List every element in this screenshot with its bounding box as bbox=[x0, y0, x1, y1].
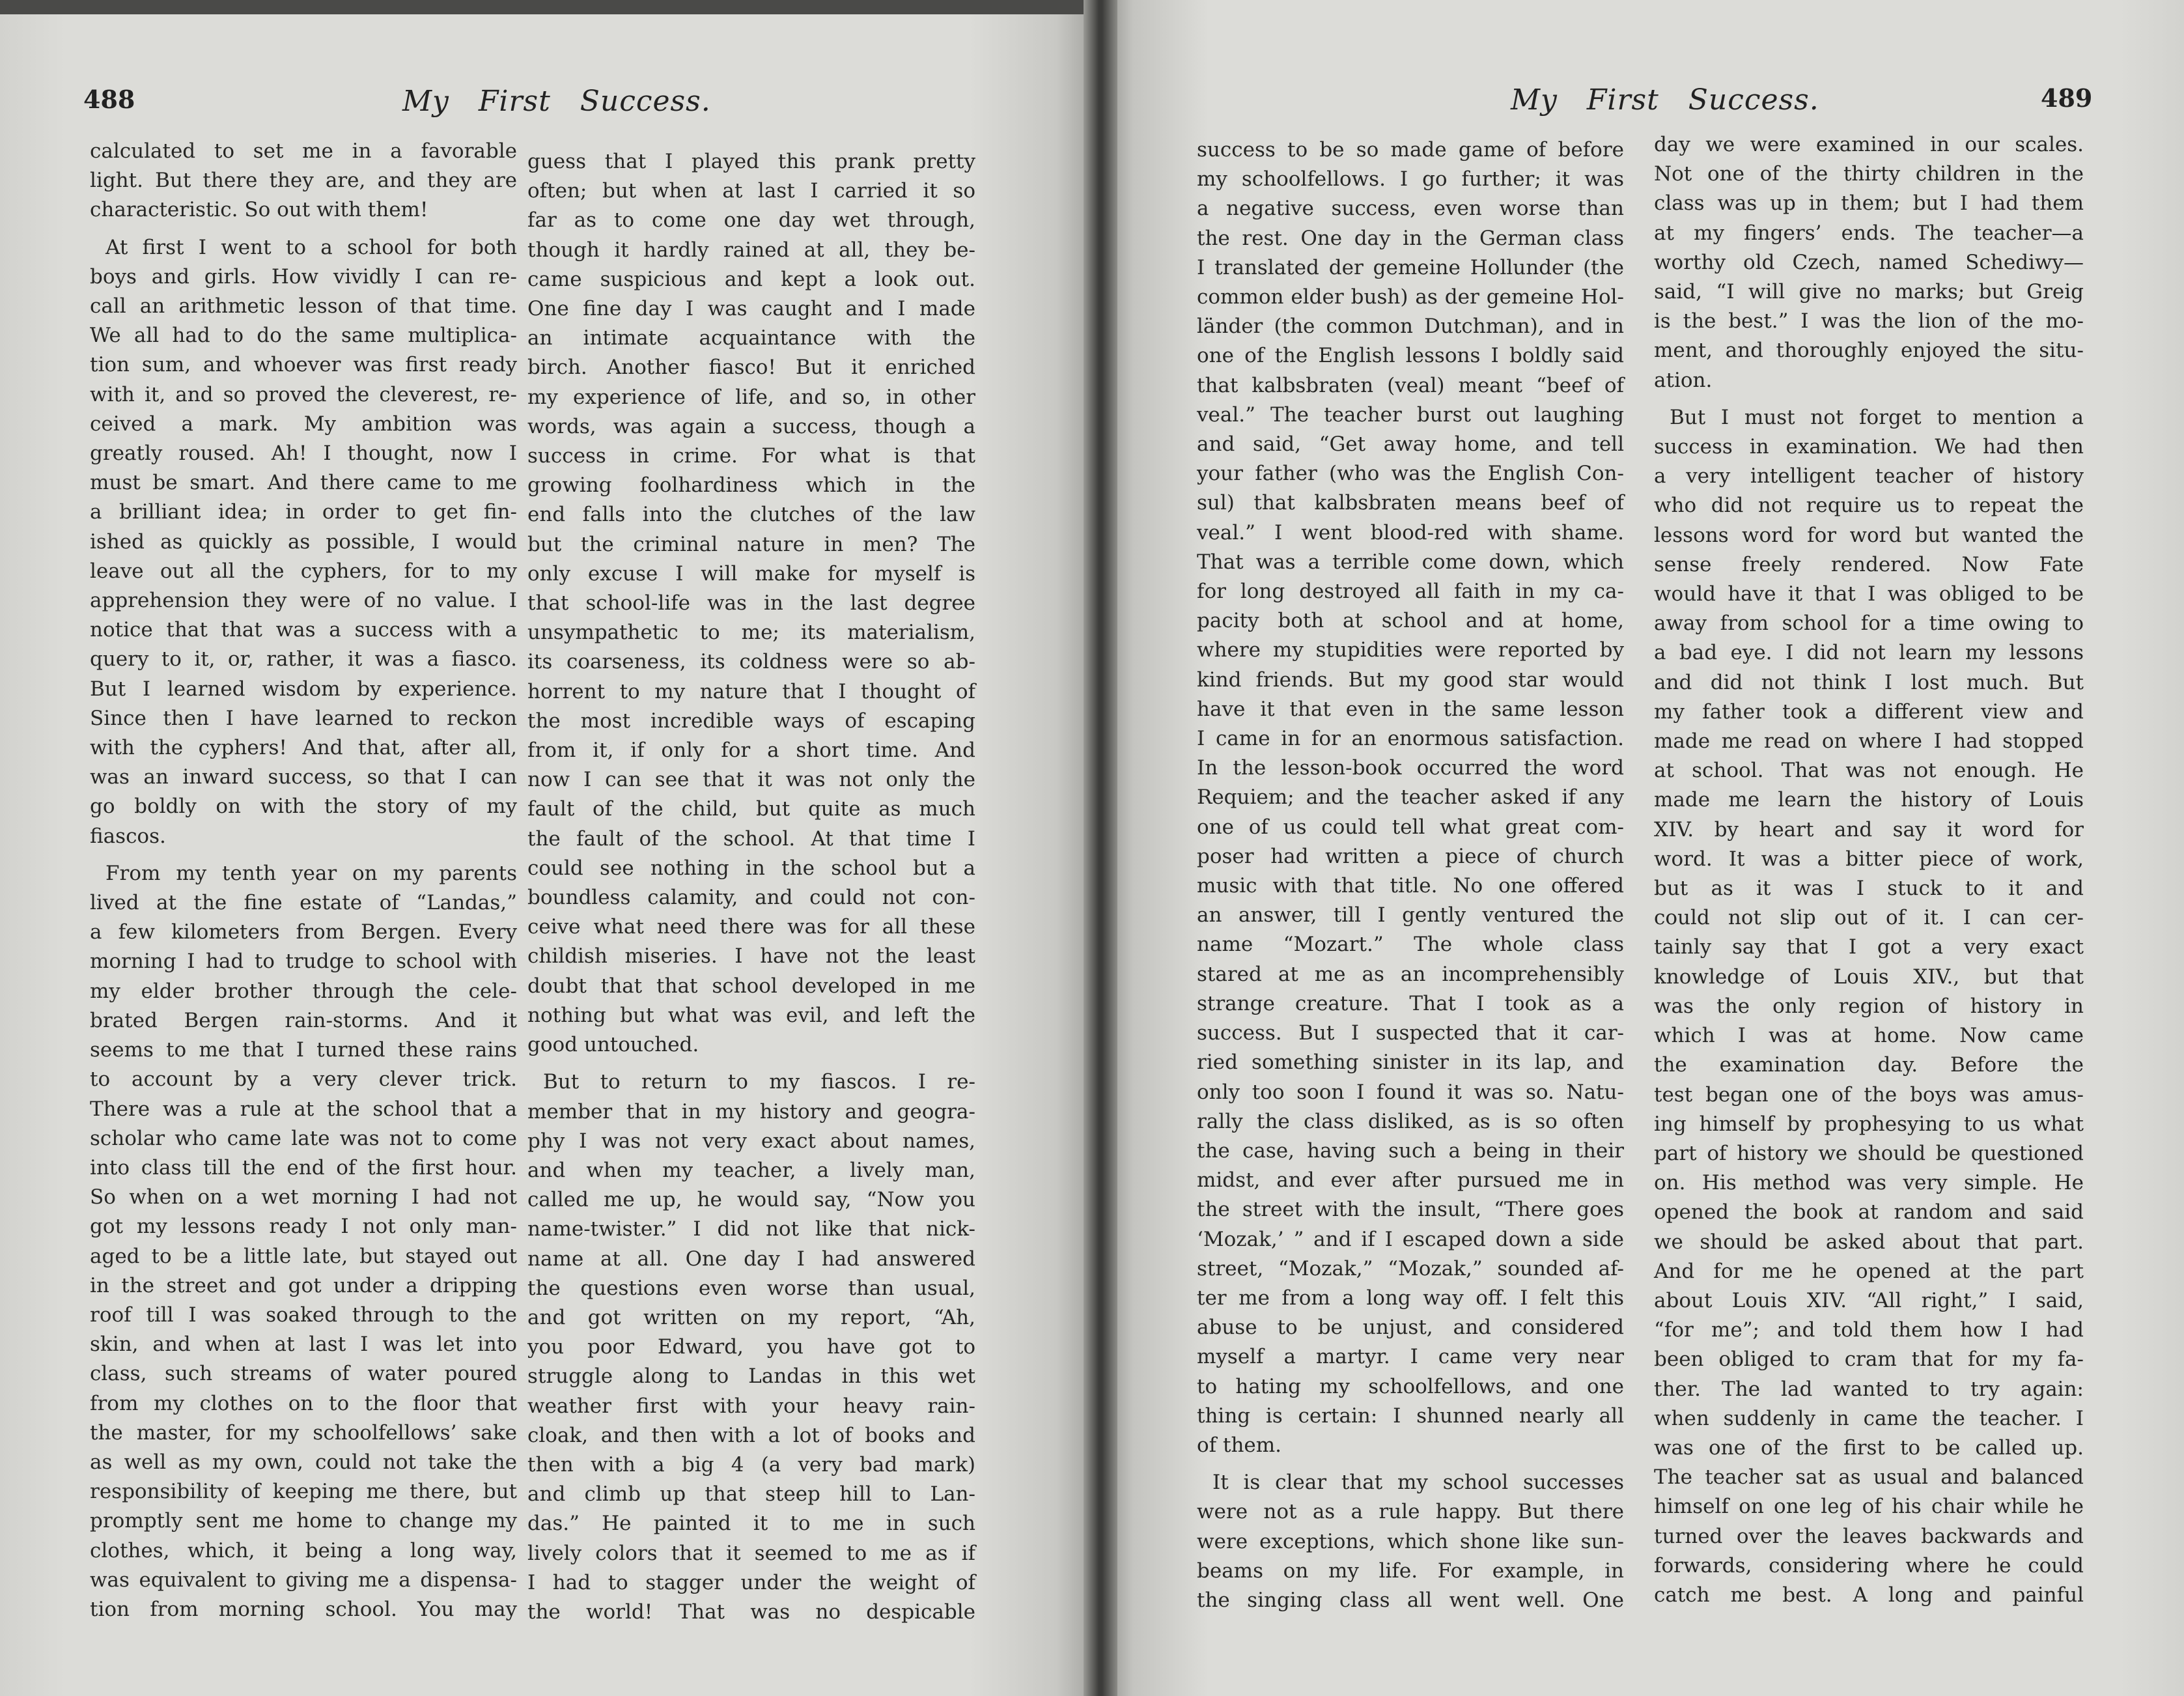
text-column bbox=[1654, 130, 2084, 1610]
text-line: responsibility of keeping me there, but bbox=[90, 1480, 517, 1504]
text-line: the case, having such a being in their bbox=[1197, 1138, 1624, 1163]
text-line: notice that that was a success with a bbox=[90, 618, 517, 642]
text-line: I translated der gemeine Hollunder (the bbox=[1197, 255, 1624, 279]
text-line: ation. bbox=[1654, 368, 1713, 392]
text-line: and got written on my report, “Ah, bbox=[527, 1305, 975, 1329]
text-line: though it hardly rained at all, they be- bbox=[527, 238, 975, 262]
text-line: at my fingers’ ends. The teacher—a bbox=[1654, 221, 2084, 245]
text-line: but the criminal nature in men? The bbox=[527, 532, 975, 556]
text-line: nothing but what was evil, and left the bbox=[527, 1003, 975, 1027]
text-line: The teacher sat as usual and balanced bbox=[1654, 1465, 2084, 1490]
text-line: and said, “Get away home, and tell bbox=[1197, 432, 1624, 457]
text-line: abuse to be unjust, and considered bbox=[1197, 1316, 1624, 1340]
text-line: ing himself by prophesying to us what bbox=[1654, 1112, 2084, 1136]
text-line: At first I went to a school for both bbox=[105, 235, 517, 259]
text-line: an intimate acquaintance with the bbox=[527, 326, 975, 350]
text-line: ment, and thoroughly enjoyed the situ- bbox=[1654, 339, 2084, 363]
text-line: from it, if only for a short time. And bbox=[527, 739, 975, 763]
text-line: fiascos. bbox=[90, 824, 166, 848]
text-line: lived at the fine estate of “Landas,” bbox=[90, 891, 517, 915]
text-line: the street with the insult, “There goes bbox=[1197, 1198, 1624, 1222]
text-line: now I can see that it was not only the bbox=[527, 768, 975, 792]
text-line: the world! That was no despicable bbox=[527, 1600, 975, 1624]
text-line: horrent to my nature that I thought of bbox=[527, 679, 975, 703]
text-line: came suspicious and kept a look out. bbox=[527, 267, 975, 291]
text-line: were not as a rule happy. But there bbox=[1197, 1500, 1624, 1524]
text-line: myself a martyr. I came very near bbox=[1197, 1345, 1624, 1369]
text-line: greatly roused. Ah! I thought, now I bbox=[90, 442, 517, 466]
text-line: länder (the common Dutchman), and in bbox=[1197, 315, 1624, 339]
text-line: for long destroyed all faith in my ca- bbox=[1197, 580, 1624, 604]
text-line: member that in my history and geogra- bbox=[527, 1099, 975, 1124]
text-line: but as it was I stuck to it and bbox=[1654, 877, 2084, 901]
text-line: In the lesson-book occurred the word bbox=[1197, 756, 1624, 780]
text-line: birch. Another fiasco! But it enriched bbox=[527, 356, 975, 380]
text-line: roof till I was soaked through to the bbox=[90, 1303, 517, 1327]
text-line: himself on one leg of his chair while he bbox=[1654, 1495, 2084, 1519]
text-line: morning I had to trudge to school with bbox=[90, 950, 517, 974]
text-line: with it, and so proved the cleverest, re- bbox=[90, 382, 517, 406]
text-line: childish miseries. I have not the least bbox=[527, 944, 975, 968]
text-line: of them. bbox=[1197, 1433, 1282, 1457]
text-line: were exceptions, which shone like sun- bbox=[1197, 1529, 1624, 1553]
text-line: could see nothing in the school but a bbox=[527, 856, 975, 880]
text-line: midst, and ever after pursued me in bbox=[1197, 1168, 1624, 1193]
text-line: name at all. One day I had answered bbox=[527, 1247, 975, 1271]
text-line: end falls into the clutches of the law bbox=[527, 503, 975, 527]
text-line: promptly sent me home to change my bbox=[90, 1509, 517, 1533]
text-line: that kalbsbraten (veal) meant “beef of bbox=[1197, 373, 1624, 397]
text-line: But to return to my fiascos. I re- bbox=[543, 1070, 975, 1094]
text-line: brated Bergen rain-storms. And it bbox=[90, 1008, 517, 1032]
text-line: common elder bush) as der gemeine Hol- bbox=[1197, 285, 1624, 309]
text-line: we should be asked about that part. bbox=[1654, 1230, 2084, 1254]
text-line: I came in for an enormous satisfaction. bbox=[1197, 727, 1624, 751]
text-line: and when my teacher, a lively man, bbox=[527, 1158, 975, 1182]
text-line: my experience of life, and so, in other bbox=[527, 385, 975, 409]
text-line: That was a terrible come down, which bbox=[1197, 550, 1624, 574]
text-line: success in crime. For what is that bbox=[527, 444, 975, 468]
text-line: name-twister.” I did not like that nick- bbox=[527, 1217, 975, 1241]
text-line: veal.” The teacher burst out laughing bbox=[1197, 403, 1624, 427]
text-line: Since then I have learned to reckon bbox=[90, 706, 517, 730]
text-line: clothes, which, it being a long way, bbox=[90, 1538, 517, 1562]
text-line: rally the class disliked, as is so often bbox=[1197, 1109, 1624, 1133]
text-line: skin, and when at last I was let into bbox=[90, 1333, 517, 1357]
text-line: seems to me that I turned these rains bbox=[90, 1038, 517, 1062]
text-line: one of the English lessons I boldly said bbox=[1197, 344, 1624, 368]
text-line: boys and girls. How vividly I can re- bbox=[90, 264, 517, 289]
text-line: the rest. One day in the German class bbox=[1197, 226, 1624, 250]
page-number-right: 489 bbox=[2041, 83, 2093, 113]
text-line: We all had to do the same multiplica- bbox=[90, 324, 517, 348]
text-line: got my lessons ready I not only man- bbox=[90, 1215, 517, 1239]
text-line: calculated to set me in a favorable bbox=[90, 139, 517, 163]
book-gutter bbox=[1084, 0, 1117, 1696]
text-line: made me learn the history of Louis bbox=[1654, 788, 2084, 812]
text-line: There was a rule at the school that a bbox=[90, 1097, 517, 1121]
text-line: catch me best. A long and painful bbox=[1654, 1583, 2084, 1607]
text-line: lessons word for word but wanted the bbox=[1654, 523, 2084, 547]
text-line: far as to come one day wet through, bbox=[527, 208, 975, 233]
text-line: light. But there they are, and they are bbox=[90, 169, 517, 193]
text-line: name “Mozart.” The whole class bbox=[1197, 933, 1624, 957]
text-line: das.” He painted it to me in such bbox=[527, 1512, 975, 1536]
text-column bbox=[90, 137, 517, 1624]
text-line: ried something sinister in its lap, and bbox=[1197, 1051, 1624, 1075]
text-line: And for me he opened at the part bbox=[1654, 1259, 2084, 1283]
text-line: opened the book at random and said bbox=[1654, 1200, 2084, 1224]
text-line: only too soon I found it was so. Natu- bbox=[1197, 1080, 1624, 1104]
text-line: characteristic. So out with them! bbox=[90, 198, 428, 222]
text-line: one of us could tell what great com- bbox=[1197, 815, 1624, 839]
paragraph-gap bbox=[1197, 1460, 1624, 1468]
text-line: call an arithmetic lesson of that time. bbox=[90, 294, 517, 318]
text-line: to hating my schoolfellows, and one bbox=[1197, 1374, 1624, 1398]
text-line: been obliged to cram that for my fa- bbox=[1654, 1348, 2084, 1372]
text-line: music with that title. No one offered bbox=[1197, 874, 1624, 898]
text-line: was the only region of history in bbox=[1654, 994, 2084, 1018]
text-line: I had to stagger under the weight of bbox=[527, 1570, 975, 1594]
text-line: that school-life was in the last degree bbox=[527, 591, 975, 615]
text-line: when suddenly in came the teacher. I bbox=[1654, 1406, 2084, 1430]
text-line: kind friends. But my good star would bbox=[1197, 668, 1624, 692]
text-column bbox=[1197, 135, 1624, 1615]
text-line: phy I was not very exact about names, bbox=[527, 1129, 975, 1153]
text-line: tainly say that I got a very exact bbox=[1654, 935, 2084, 959]
text-line: poser had written a piece of church bbox=[1197, 844, 1624, 868]
text-line: tion sum, and whoever was first ready bbox=[90, 353, 517, 377]
text-line: cloak, and then with a lot of books and bbox=[527, 1423, 975, 1447]
text-line: at school. That was not enough. He bbox=[1654, 759, 2084, 783]
text-line: with the cyphers! And that, after all, bbox=[90, 736, 517, 760]
text-line: worthy old Czech, named Schediwy— bbox=[1654, 250, 2084, 274]
text-line: a very intelligent teacher of history bbox=[1654, 464, 2084, 488]
text-line: my elder brother through the cele- bbox=[90, 979, 517, 1003]
text-line: It is clear that my school successes bbox=[1212, 1471, 1624, 1495]
text-line: ‘Mozak,’ ” and if I escaped down a side bbox=[1197, 1227, 1624, 1251]
text-line: the most incredible ways of escaping bbox=[527, 709, 975, 733]
text-line: boundless calamity, and could not con- bbox=[527, 886, 975, 910]
left-page bbox=[0, 14, 1100, 1696]
text-line: and did not think I lost much. But bbox=[1654, 670, 2084, 694]
running-head-right: My First Success. bbox=[1511, 83, 1819, 117]
text-line: ceive what need there was for all these bbox=[527, 915, 975, 939]
text-line: and climb up that steep hill to Lan- bbox=[527, 1482, 975, 1506]
text-line: strange creature. That I took as a bbox=[1197, 991, 1624, 1015]
running-head-left: My First Success. bbox=[402, 85, 711, 118]
text-line: into class till the end of the first hour. bbox=[90, 1155, 517, 1180]
text-line: only excuse I will make for myself is bbox=[527, 561, 975, 586]
text-line: words, was again a success, though a bbox=[527, 414, 975, 438]
text-line: thing is certain: I shunned nearly all bbox=[1197, 1404, 1624, 1428]
paragraph-gap bbox=[90, 851, 517, 859]
text-line: would have it that I was obliged to be bbox=[1654, 582, 2084, 606]
text-line: apprehension they were of no value. I bbox=[90, 589, 517, 613]
text-line: class, such streams of water poured bbox=[90, 1362, 517, 1386]
text-line: was one of the first to be called up. bbox=[1654, 1435, 2084, 1460]
text-line: who did not require us to repeat the bbox=[1654, 494, 2084, 518]
text-line: XIV. by heart and say it word for bbox=[1654, 817, 2084, 841]
text-line: street, “Mozak,” “Mozak,” sounded af- bbox=[1197, 1256, 1624, 1280]
paragraph-gap bbox=[1654, 395, 2084, 403]
text-line: forwards, considering where he could bbox=[1654, 1553, 2084, 1577]
text-line: the examination day. Before the bbox=[1654, 1053, 2084, 1077]
text-line: But I learned wisdom by experience. bbox=[90, 677, 517, 701]
page-number-left: 488 bbox=[83, 85, 135, 114]
text-line: test began one of the boys was amus- bbox=[1654, 1082, 2084, 1107]
text-line: Requiem; and the teacher asked if any bbox=[1197, 785, 1624, 810]
text-line: often; but when at last I carried it so bbox=[527, 179, 975, 203]
text-line: class was up in them; but I had them bbox=[1654, 191, 2084, 216]
text-line: you poor Edward, you have got to bbox=[527, 1335, 975, 1359]
text-line: good untouched. bbox=[527, 1033, 699, 1057]
text-line: ceived a mark. My ambition was bbox=[90, 412, 517, 436]
text-line: beams on my life. For example, in bbox=[1197, 1559, 1624, 1583]
text-line: go boldly on with the story of my bbox=[90, 795, 517, 819]
text-line: was equivalent to giving me a dispensa- bbox=[90, 1568, 517, 1592]
text-line: success to be so made game of before bbox=[1197, 138, 1624, 162]
text-line: day we were examined in our scales. bbox=[1654, 133, 2084, 156]
text-line: scholar who came late was not to come bbox=[90, 1126, 517, 1150]
text-column bbox=[527, 147, 975, 1627]
text-line: a bad eye. I did not learn my lessons bbox=[1654, 641, 2084, 665]
text-line: a negative success, even worse than bbox=[1197, 197, 1624, 221]
text-line: weather first with your heavy rain- bbox=[527, 1394, 975, 1418]
text-line: leave out all the cyphers, for to my bbox=[90, 559, 517, 583]
text-line: veal.” I went blood-red with shame. bbox=[1197, 520, 1624, 544]
text-line: query to it, or, rather, it was a fiasco. bbox=[90, 647, 517, 671]
text-line: in the street and got under a dripping bbox=[90, 1273, 517, 1297]
text-line: struggle along to Landas in this wet bbox=[527, 1364, 975, 1389]
text-line: the master, for my schoolfellows’ sake bbox=[90, 1420, 517, 1445]
text-line: my schoolfellows. I go further; it was bbox=[1197, 167, 1624, 191]
text-line: success. But I suspected that it car- bbox=[1197, 1021, 1624, 1045]
text-line: tion from morning school. You may bbox=[90, 1597, 517, 1621]
paragraph-gap bbox=[527, 1060, 975, 1067]
text-line: my father took a different view and bbox=[1654, 700, 2084, 724]
text-line: the fault of the school. At that time I bbox=[527, 827, 975, 851]
text-line: part of history we should be questioned bbox=[1654, 1141, 2084, 1165]
paragraph-gap bbox=[90, 225, 517, 233]
text-line: stared at me as an incomprehensibly bbox=[1197, 962, 1624, 986]
text-line: must be smart. And there came to me bbox=[90, 471, 517, 495]
text-line: ished as quickly as possible, I would bbox=[90, 530, 517, 554]
text-line: aged to be a little late, but stayed out bbox=[90, 1244, 517, 1268]
text-line: is the best.” I was the lion of the mo- bbox=[1654, 309, 2084, 333]
text-line: From my tenth year on my parents bbox=[105, 861, 517, 885]
text-line: as well as my own, could not take the bbox=[90, 1450, 517, 1474]
text-line: on. His method was very simple. He bbox=[1654, 1171, 2084, 1195]
text-line: But I must not forget to mention a bbox=[1670, 405, 2084, 429]
text-line: then with a big 4 (a very bad mark) bbox=[527, 1452, 975, 1477]
text-line: from my clothes on to the floor that bbox=[90, 1391, 517, 1415]
text-line: called me up, he would say, “Now you bbox=[527, 1188, 975, 1212]
text-line: sul) that kalbsbraten means beef of bbox=[1197, 491, 1624, 515]
text-line: a few kilometers from Bergen. Every bbox=[90, 920, 517, 944]
text-line: word. It was a bitter piece of work, bbox=[1654, 847, 2084, 871]
text-line: could not slip out of it. I can cer- bbox=[1654, 906, 2084, 930]
text-line: growing foolhardiness which in the bbox=[527, 473, 975, 498]
text-line: turned over the leaves backwards and bbox=[1654, 1524, 2084, 1548]
text-line: your father (who was the English Con- bbox=[1197, 462, 1624, 486]
text-line: ter me from a long way off. I felt this bbox=[1197, 1286, 1624, 1310]
text-line: guess that I played this prank pretty bbox=[527, 150, 975, 173]
text-line: lively colors that it seemed to me as if bbox=[527, 1541, 975, 1565]
text-line: its coarseness, its coldness were so ab- bbox=[527, 650, 975, 674]
text-line: have it that even in the same lesson bbox=[1197, 697, 1624, 721]
text-line: ther. The lad wanted to try again: bbox=[1654, 1377, 2084, 1401]
text-line: was an inward success, so that I can bbox=[90, 765, 517, 789]
text-line: the questions even worse than usual, bbox=[527, 1276, 975, 1300]
text-line: unsympathetic to me; its materialism, bbox=[527, 621, 975, 645]
text-line: So when on a wet morning I had not bbox=[90, 1185, 517, 1209]
text-line: pacity both at school and at home, bbox=[1197, 609, 1624, 633]
text-line: doubt that that school developed in me bbox=[527, 974, 975, 998]
text-line: Not one of the thirty children in the bbox=[1654, 162, 2084, 186]
text-line: said, “I will give no marks; but Greig bbox=[1654, 280, 2084, 304]
text-line: away from school for a time owing to bbox=[1654, 612, 2084, 636]
text-line: which I was at home. Now came bbox=[1654, 1024, 2084, 1048]
text-line: the singing class all went well. One bbox=[1197, 1588, 1624, 1612]
text-line: about Louis XIV. “All right,” I said, bbox=[1654, 1288, 2084, 1312]
text-line: “for me”; and told them how I had bbox=[1654, 1318, 2084, 1342]
text-line: where my stupidities were reported by bbox=[1197, 638, 1624, 662]
text-line: made me read on where I had stopped bbox=[1654, 729, 2084, 754]
text-line: success in examination. We had then bbox=[1654, 435, 2084, 459]
text-line: an answer, till I gently ventured the bbox=[1197, 903, 1624, 927]
text-line: a brilliant idea; in order to get fin- bbox=[90, 500, 517, 524]
text-line: to account by a very clever trick. bbox=[90, 1067, 517, 1092]
right-page bbox=[1100, 0, 2184, 1696]
text-line: fault of the child, but quite as much bbox=[527, 797, 975, 821]
text-line: sense freely rendered. Now Fate bbox=[1654, 552, 2084, 576]
text-line: knowledge of Louis XIV., but that bbox=[1654, 965, 2084, 989]
text-line: One fine day I was caught and I made bbox=[527, 297, 975, 321]
